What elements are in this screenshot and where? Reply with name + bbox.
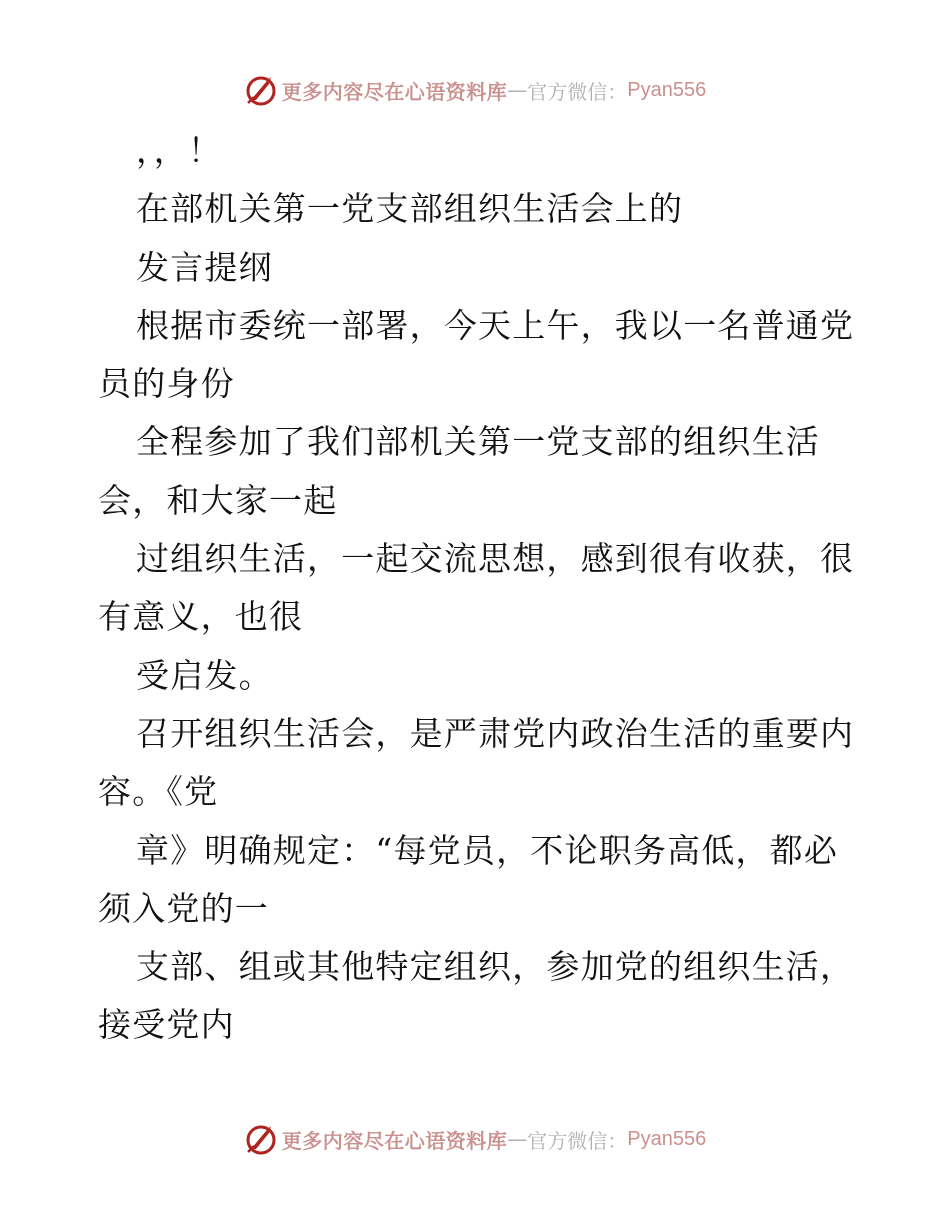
watermark-wechat-id: Pyan556 bbox=[627, 1127, 707, 1150]
text-line-6: 全程参加了我们部机关第一党支部的组织生活 bbox=[136, 422, 820, 462]
text-line-3: 发言提纲 bbox=[136, 247, 273, 287]
watermark-wechat-label: 官方微信： bbox=[527, 79, 628, 104]
text-line-9: 有意义，也很 bbox=[98, 597, 304, 637]
watermark-main-text: 更多内容尽在心语资料库 bbox=[281, 79, 508, 104]
text-line-13: 章》明确规定：“每党员，不论职务高低，都必 bbox=[136, 830, 839, 870]
text-line-10: 受启发。 bbox=[136, 655, 273, 695]
watermark-wechat-id: Pyan556 bbox=[627, 78, 707, 101]
quill-logo-icon bbox=[244, 73, 278, 107]
quill-logo-icon bbox=[244, 1122, 278, 1156]
text-line-12: 容。《党 bbox=[98, 772, 219, 812]
document-body bbox=[98, 122, 858, 1055]
watermark-dash: — bbox=[507, 1127, 528, 1151]
text-line-16: 接受党内 bbox=[98, 1005, 235, 1045]
watermark-wechat-label: 官方微信： bbox=[527, 1128, 628, 1153]
watermark-main-text: 更多内容尽在心语资料库 bbox=[281, 1128, 508, 1153]
text-line-4: 根据市委统一部署，今天上午，我以一名普通党 bbox=[136, 305, 855, 345]
footer-watermark bbox=[0, 1119, 950, 1159]
text-line-1: ，，！ bbox=[136, 131, 223, 170]
text-line-5: 员的身份 bbox=[98, 364, 235, 404]
text-line-8: 过组织生活，一起交流思想，感到很有收获，很 bbox=[136, 539, 855, 579]
text-line-7: 会，和大家一起 bbox=[98, 480, 338, 520]
header-watermark bbox=[0, 70, 950, 110]
text-line-15: 支部、组或其他特定组织，参加党的组织生活， bbox=[136, 947, 855, 987]
text-line-2: 在部机关第一党支部组织生活会上的 bbox=[136, 189, 684, 229]
text-line-11: 召开组织生活会，是严肃党内政治生活的重要内 bbox=[136, 713, 855, 753]
text-line-14: 须入党的一 bbox=[98, 888, 269, 928]
watermark-dash: — bbox=[507, 78, 528, 102]
